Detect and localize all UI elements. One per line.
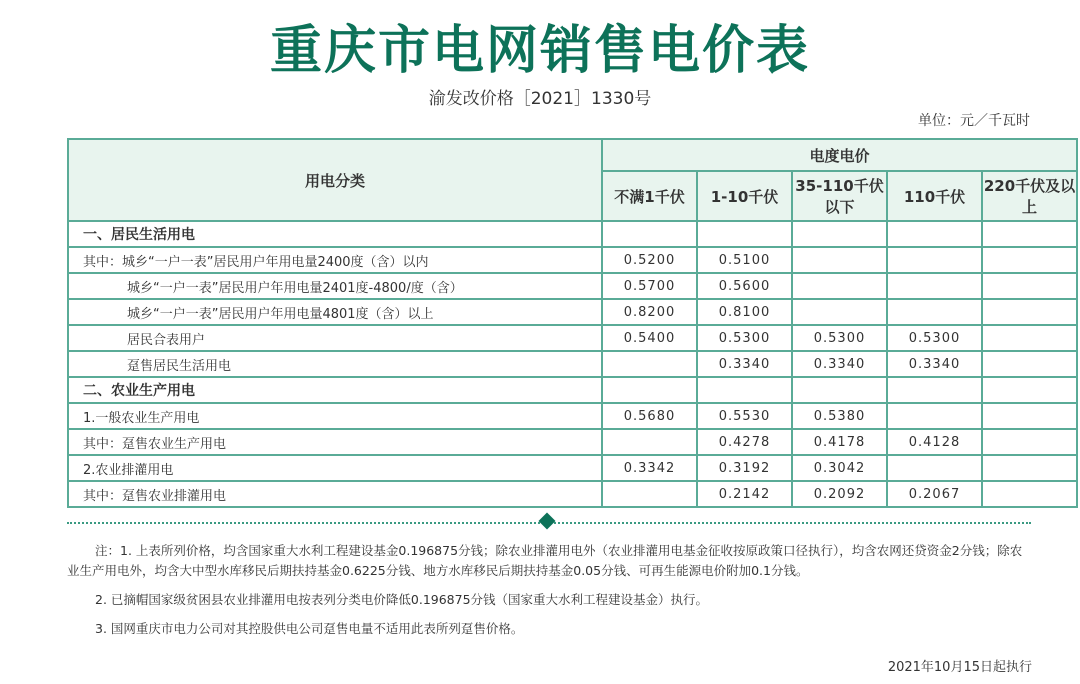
table-row [68,481,1077,507]
price-cell [792,247,887,273]
row-label: 城乡“一户一表”居民用户年用电量4801度（含）以上 [68,299,602,325]
row-label: 1.一般农业生产用电 [68,403,602,429]
price-header: 电度电价 [602,139,1077,171]
price-cell: 0.5300 [792,325,887,351]
price-cell [982,247,1077,273]
price-cell [792,273,887,299]
row-label: 其中：城乡“一户一表”居民用户年用电量2400度（含）以内 [68,247,602,273]
price-cell [982,481,1077,507]
price-cell: 0.3192 [697,455,792,481]
price-cell [602,481,697,507]
price-cell: 0.4128 [887,429,982,455]
price-cell [887,247,982,273]
row-label: 2.农业排灌用电 [68,455,602,481]
note-item: 3. 国网重庆市电力公司对其控股供电公司趸售电量不适用此表所列趸售价格。 [95,621,524,636]
price-cell [697,221,792,247]
price-cell: 0.2142 [697,481,792,507]
price-cell [982,455,1077,481]
price-cell [887,221,982,247]
row-label: 城乡“一户一表”居民用户年用电量2401度-4800/度（含） [68,273,602,299]
category-header: 用电分类 [68,139,602,221]
price-cell [982,299,1077,325]
price-cell [792,377,887,403]
price-table [67,138,1078,508]
voltage-column-header: 1-10千伏 [697,171,792,221]
table-row [68,429,1077,455]
price-cell [982,351,1077,377]
table-row [68,273,1077,299]
price-cell: 0.2067 [887,481,982,507]
table-row [68,247,1077,273]
price-cell: 0.3342 [602,455,697,481]
price-cell [887,455,982,481]
price-cell: 0.5380 [792,403,887,429]
price-cell [982,325,1077,351]
document-number: 渝发改价格［2021］1330号 [428,89,652,109]
voltage-column-header: 不满1千伏 [602,171,697,221]
price-cell: 0.8200 [602,299,697,325]
price-cell [887,377,982,403]
row-label: 一、居民生活用电 [68,221,602,247]
price-cell: 0.5700 [602,273,697,299]
notes [67,541,1031,648]
price-cell [887,273,982,299]
price-cell [982,273,1077,299]
row-label: 其中：趸售农业排灌用电 [68,481,602,507]
price-cell [602,351,697,377]
price-cell: 0.3340 [887,351,982,377]
price-cell: 0.5100 [697,247,792,273]
price-cell [982,403,1077,429]
price-cell [602,221,697,247]
price-cell: 0.3340 [697,351,792,377]
price-cell: 0.8100 [697,299,792,325]
row-label: 趸售居民生活用电 [68,351,602,377]
voltage-column-header: 35-110千伏以下 [792,171,887,221]
price-cell: 0.5600 [697,273,792,299]
price-cell [602,377,697,403]
table-row [68,221,1077,247]
price-cell: 0.4278 [697,429,792,455]
note-item: 2. 已摘帽国家级贫困县农业排灌用电按表列分类电价降低0.196875分钱（国家重大水利工程建设基金）执行。 [95,592,709,607]
price-cell: 0.4178 [792,429,887,455]
price-cell [887,299,982,325]
row-label: 其中：趸售农业生产用电 [68,429,602,455]
price-cell: 0.3042 [792,455,887,481]
unit-label: 单位：元／千瓦时 [918,113,1030,129]
table-row [68,403,1077,429]
price-cell [982,377,1077,403]
effective-date: 2021年10月15日起执行 [887,660,1032,675]
table-row [68,325,1077,351]
price-cell: 0.5530 [697,403,792,429]
table-row [68,351,1077,377]
row-label: 二、农业生产用电 [68,377,602,403]
table-row [68,455,1077,481]
price-cell: 0.5200 [602,247,697,273]
price-cell: 0.3340 [792,351,887,377]
voltage-column-header: 220千伏及以上 [982,171,1077,221]
price-cell: 0.5400 [602,325,697,351]
price-cell [602,429,697,455]
price-cell [982,221,1077,247]
table-row [68,377,1077,403]
price-cell [792,299,887,325]
diamond-ornament [539,513,556,530]
price-cell [887,403,982,429]
price-cell: 0.5300 [887,325,982,351]
price-cell [792,221,887,247]
price-cell [982,429,1077,455]
price-cell [697,377,792,403]
page-title: 重庆市电网销售电价表 [269,21,810,81]
price-cell: 0.5680 [602,403,697,429]
row-label: 居民合表用户 [68,325,602,351]
voltage-column-header: 110千伏 [887,171,982,221]
note-item: 注：1. 上表所列价格，均含国家重大水利工程建设基金0.196875分钱；除农业排灌用电外（农业排灌用电基金征收按原政策口径执行），均含农网还贷资金2分钱；除农业生产用电外，均含大中型水库移民后期扶持基金0.6225分钱、地方水库移民后期扶持基金0.05分钱、可再生能源电价附加0.1分钱。 [67,543,1023,578]
price-cell: 0.5300 [697,325,792,351]
table-row [68,299,1077,325]
price-cell: 0.2092 [792,481,887,507]
